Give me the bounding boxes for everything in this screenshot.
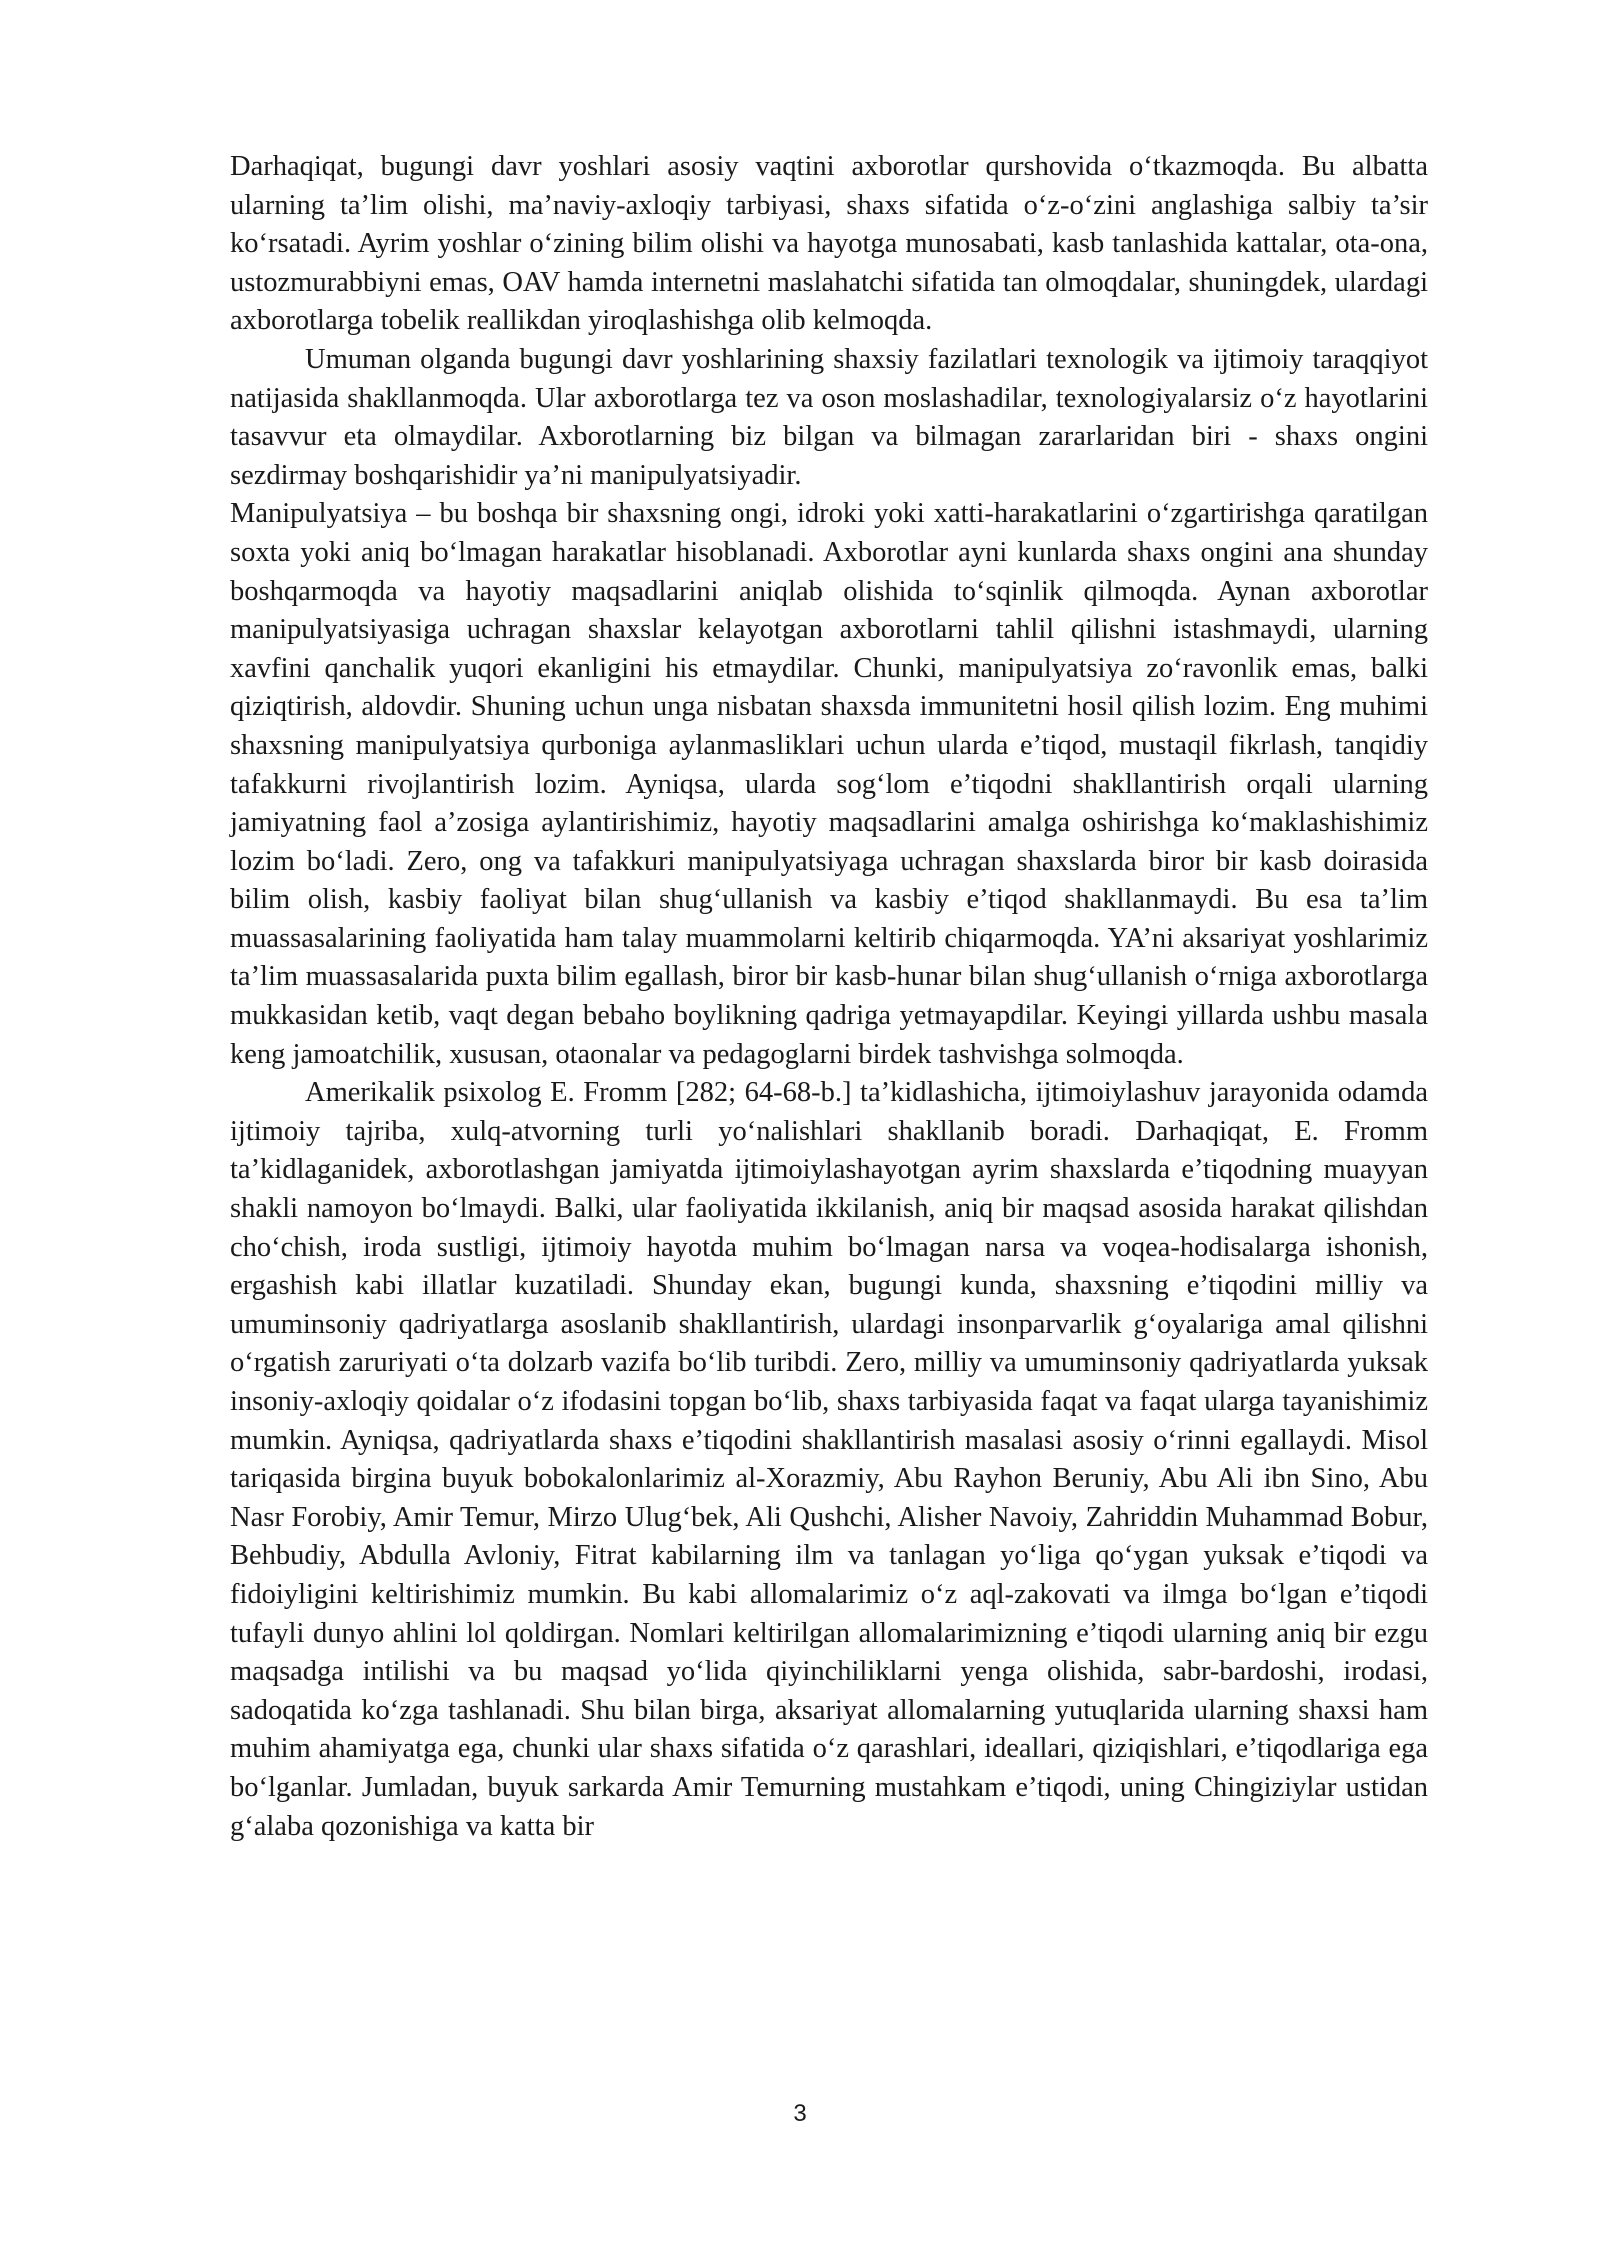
page-number: 3 <box>793 2100 807 2127</box>
paragraph-3: Manipulyatsiya – bu boshqa bir shaxsning ongi, idroki yoki xatti-harakatlarini o‘zgartirishga qaratilgan soxta yoki aniq bo‘lmagan harakatlar hisoblanadi. Axborotlar ayni kunlarda shaxs ongini ana shunday boshqarmoqda va hayotiy maqsadlarini aniqlab olishida to‘sqinlik qilmoqda. Aynan axborotlar manipulyatsiyasiga uchragan shaxslar kelayotgan axborotlarni tahlil qilishni istashmaydi, ularning xavfini qanchalik yuqori ekanligini his etmaydilar. Chunki, manipulyatsiya zo‘ravonlik emas, balki qiziqtirish, aldovdir. Shuning uchun unga nisbatan shaxsda immunitetni hosil qilish lozim. Eng muhimi shaxsning manipulyatsiya qurboniga aylanmasliklari uchun ularda e’tiqod, mustaqil fikrlash, tanqidiy tafakkurni rivojlantirish lozim. Ayniqsa, ularda sog‘lom e’tiqodni shakllantirish orqali ularning jamiyatning faol a’zosiga aylantirishimiz, hayotiy maqsadlarini amalga oshirishga ko‘maklashishimiz lozim bo‘ladi. Zero, ong va tafakkuri manipulyatsiyaga uchragan shaxslarda biror bir kasb doirasida bilim olish, kasbiy faoliyat bilan shug‘ullanish va kasbiy e’tiqod shakllanmaydi. Bu esa ta’lim muassasalarining faoliyatida ham talay muammolarni keltirib chiqarmoqda. YA’ni aksariyat yoshlarimiz ta’lim muassasalarida puxta bilim egallash, biror bir kasb-hunar bilan shug‘ullanish o‘rniga axborotlarga mukkasidan ketib, vaqt degan bebaho boylikning qadriga yetmayapdilar. Keyingi yillarda ushbu masala keng jamoatchilik, xususan, otaonalar va pedagoglarni birdek tashvishga solmoqda. <box>230 498 1428 1070</box>
paragraph-4: Amerikalik psixolog E. Fromm [282; 64-68-b.] ta’kidlashicha, ijtimoiylashuv jarayonida odamda ijtimoiy tajriba, xulq-atvorning turli yo‘nalishlari shakllanib boradi. Darhaqiqat, E. Fromm ta’kidlaganidek, axborotlashgan jamiyatda ijtimoiylashayotgan ayrim shaxslarda e’tiqodning muayyan shakli namoyon bo‘lmaydi. Balki, ular faoliyatida ikkilanish, aniq bir maqsad asosida harakat qilishdan cho‘chish, iroda sustligi, ijtimoiy hayotda muhim bo‘lmagan narsa va voqea-hodisalarga ishonish, ergashish kabi illatlar kuzatiladi. Shunday ekan, bugungi kunda, shaxsning e’tiqodini milliy va umuminsoniy qadriyatlarga asoslanib shakllantirish, ulardagi insonparvarlik g‘oyalariga amal qilishni o‘rgatish zaruriyati o‘ta dolzarb vazifa bo‘lib turibdi. Zero, milliy va umuminsoniy qadriyatlarda yuksak insoniy-axloqiy qoidalar o‘z ifodasini topgan bo‘lib, shaxs tarbiyasida faqat va faqat ularga tayanishimiz mumkin. Ayniqsa, qadriyatlarda shaxs e’tiqodini shakllantirish masalasi asosiy o‘rinni egallaydi. Misol tariqasida birgina buyuk bobokalonlarimiz al-Xorazmiy, Abu Rayhon Beruniy, Abu Ali ibn Sino, Abu Nasr Forobiy, Amir Temur, Mirzo Ulug‘bek, Ali Qushchi, Alisher Navoiy, Zahriddin Muhammad Bobur, Behbudiy, Abdulla Avloniy, Fitrat kabilarning ilm va tanlagan yo‘liga qo‘ygan yuksak e’tiqodi va fidoiyligini keltirishimiz mumkin. Bu kabi allomalarimiz o‘z aql-zakovati va ilmga bo‘lgan e’tiqodi tufayli dunyo ahlini lol qoldirgan. Nomlari keltirilgan allomalarimizning e’tiqodi ularning aniq bir ezgu maqsadga intilishi va bu maqsad yo‘lida qiyinchiliklarni yenga olishida, sabr-bardoshi, irodasi, sadoqatida ko‘zga tashlanadi. Shu bilan birga, aksariyat allomalarning yutuqlarida ularning shaxsi ham muhim ahamiyatga ega, chunki ular shaxs sifatida o‘z qarashlari, ideallari, qiziqishlari, e’tiqodlariga ega bo‘lganlar. Jumladan, buyuk sarkarda Amir Temurning mustahkam e’tiqodi, uning Chingiziylar ustidan g‘alaba qozonishiga va katta bir <box>230 1077 1428 1842</box>
paragraph-1: Darhaqiqat, bugungi davr yoshlari asosiy vaqtini axborotlar qurshovida o‘tkazmoqda. Bu albatta ularning ta’lim olishi, ma’naviy-axloqiy tarbiyasi, shaxs sifatida o‘z-o‘zini anglashiga salbiy ta’sir ko‘rsatadi. Ayrim yoshlar o‘zining bilim olishi va hayotga munosabati, kasb tanlashida kattalar, ota-ona, ustozmurabbiyni emas, OAV hamda internetni maslahatchi sifatida tan olmoqdalar, shuningdek, ulardagi axborotlarga tobelik reallikdan yiroqlashishga olib kelmoqda. <box>230 151 1428 337</box>
paragraph-2: Umuman olganda bugungi davr yoshlarining shaxsiy fazilatlari texnologik va ijtimoiy taraqqiyot natijasida shakllanmoqda. Ular axborotlarga tez va oson moslashadilar, texnologiyalarsiz o‘z hayotlarini tasavvur eta olmaydilar. Axborotlarning biz bilgan va bilmagan zararlaridan biri - shaxs ongini sezdirmay boshqarishidir ya’ni manipulyatsiyadir. <box>230 343 1428 491</box>
body-text <box>230 148 1428 1846</box>
